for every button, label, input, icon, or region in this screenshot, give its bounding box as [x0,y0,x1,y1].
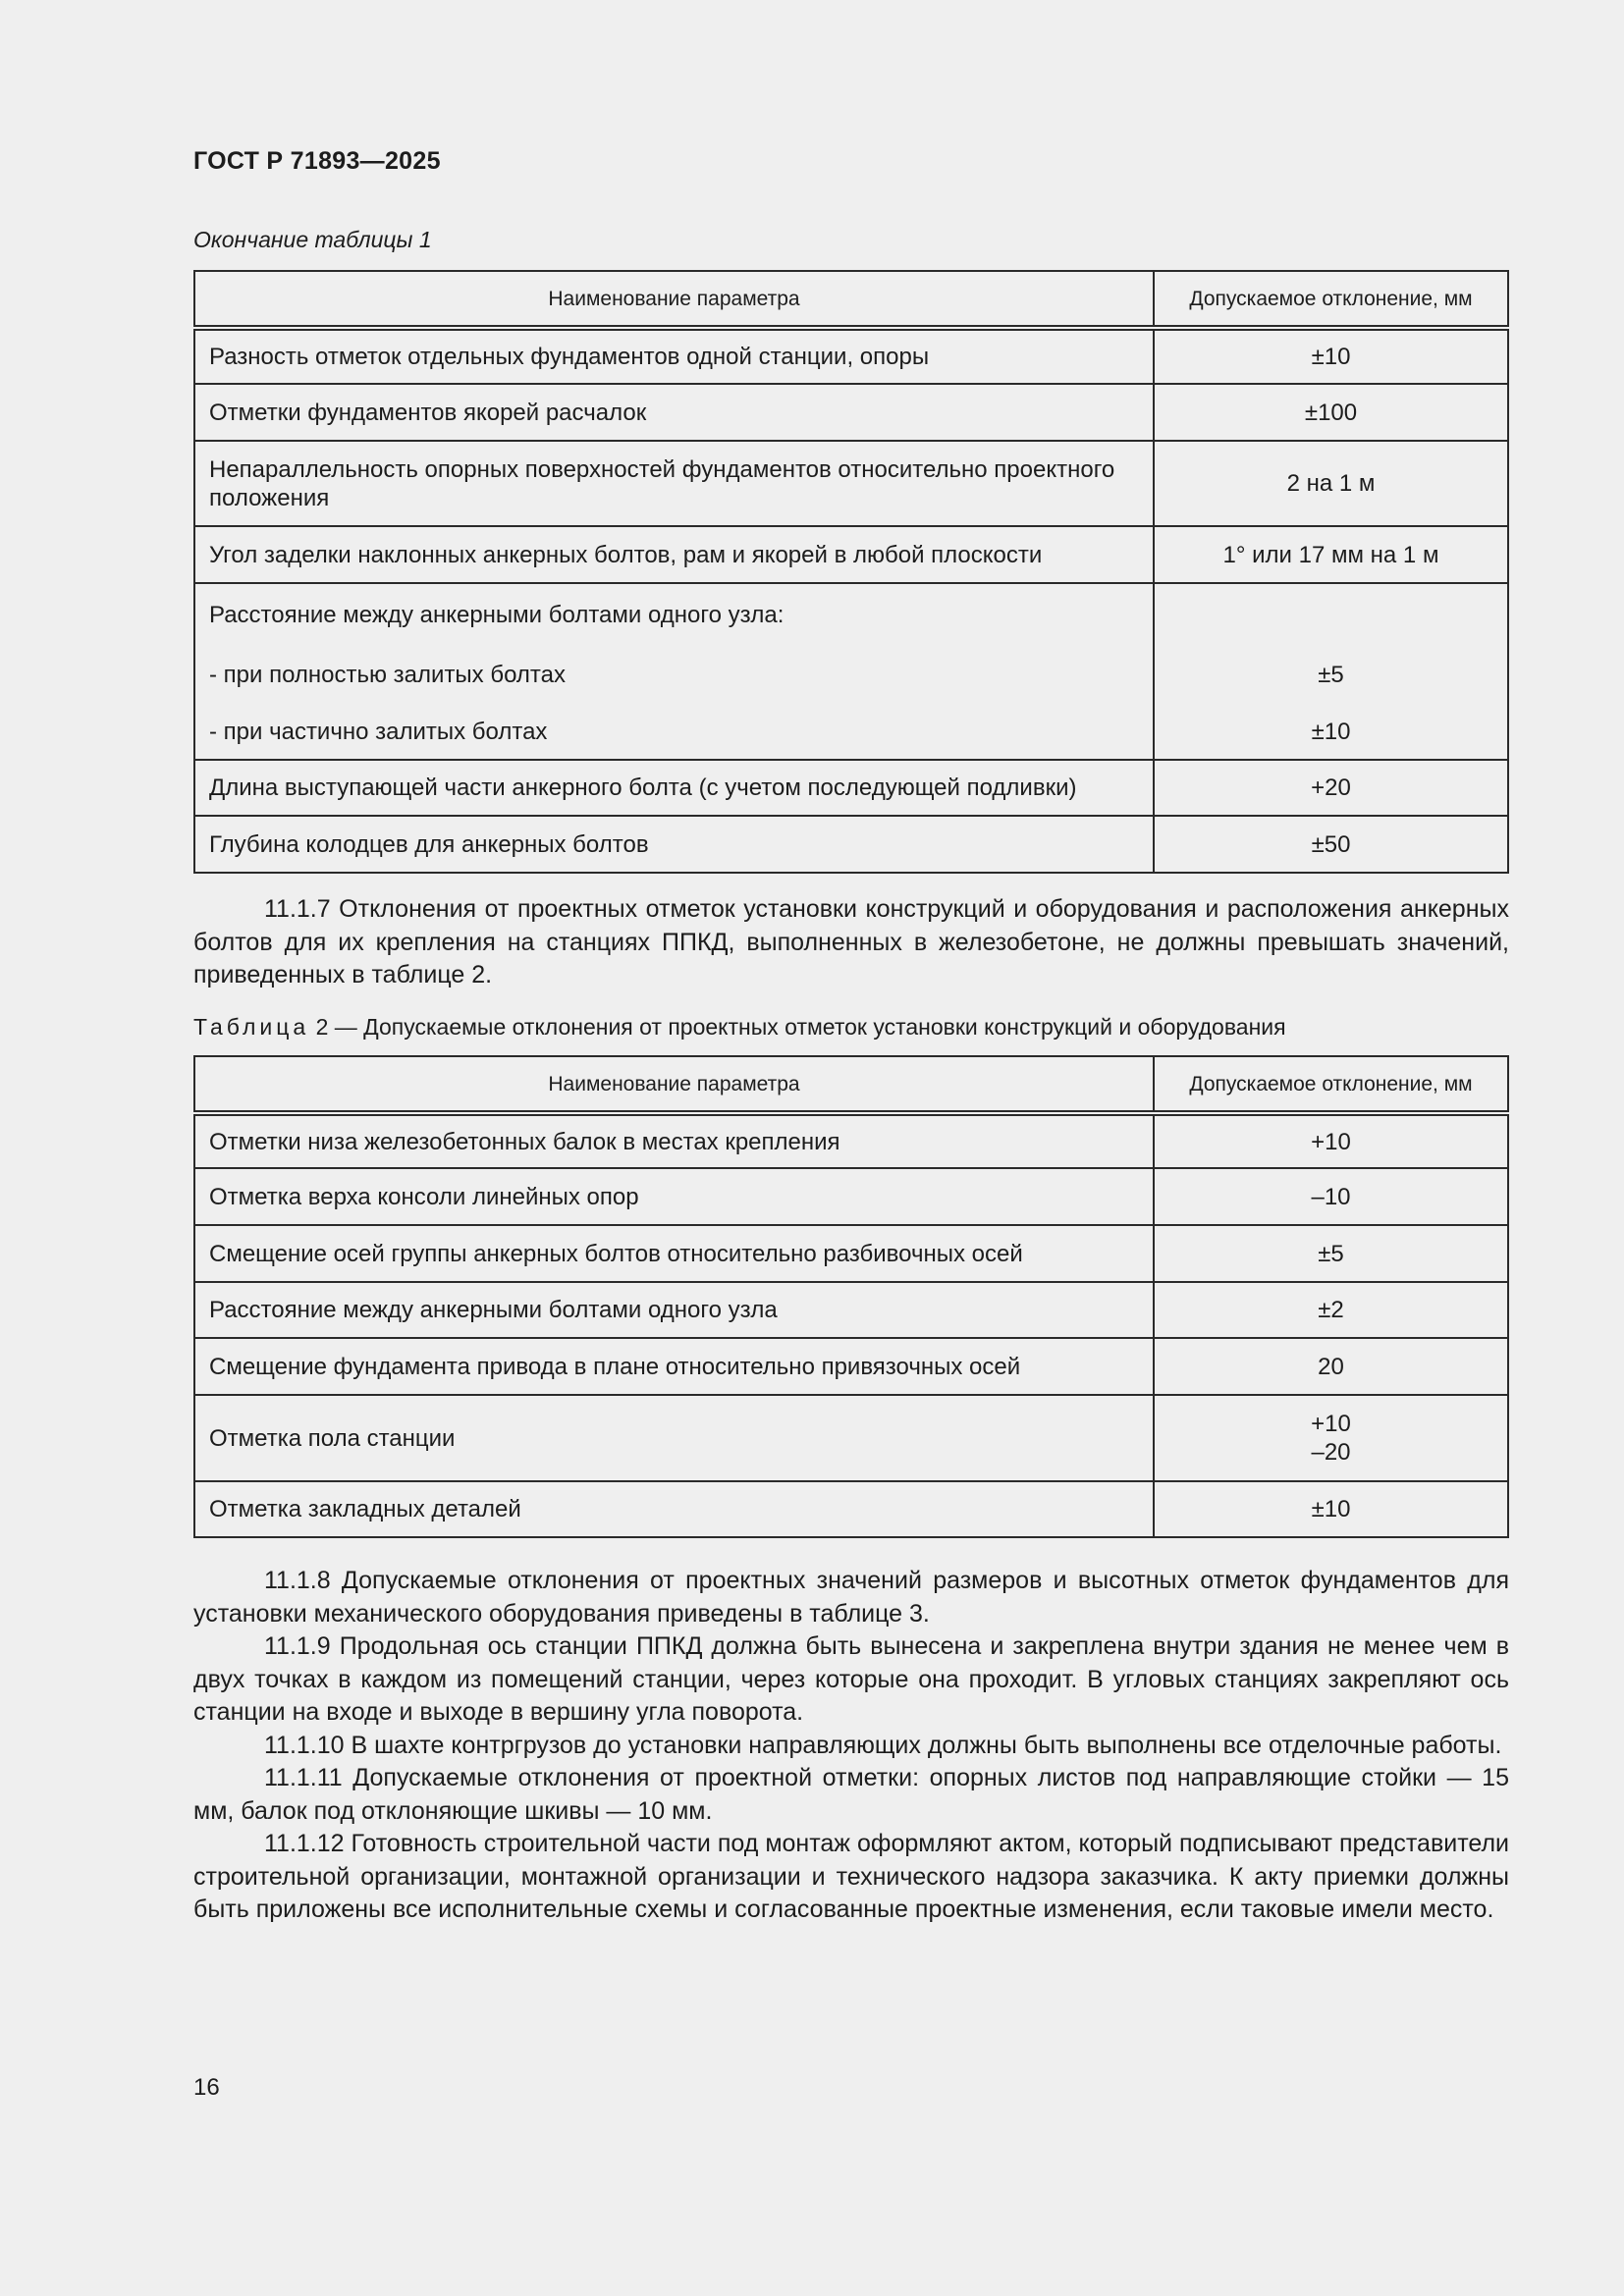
value-cell [1154,1395,1508,1481]
param-group-title: Расстояние между анкерными болтами одного узла: [209,602,785,628]
table-row [194,441,1508,526]
table2-col-param: Наименование параметра [194,1056,1154,1113]
table-row [194,760,1508,816]
param-cell: Отметка верха консоли линейных опор [194,1168,1154,1225]
table-row [194,384,1508,441]
page-number: 16 [193,2074,220,2101]
table2 [193,1055,1509,1538]
value-cell: +10 [1154,1113,1508,1168]
paragraph-11-1-11: 11.1.11 Допускаемые отклонения от проектной отметки: опорных листов под направляющие стойки — 15 мм, балок под отклоняющие шкивы — 10 мм. [193,1764,1509,1825]
value-line: +10 [1311,1411,1351,1437]
table1 [193,270,1509,874]
table1-col-param: Наименование параметра [194,271,1154,328]
param-cell: Разность отметок отдельных фундаментов одной станции, опоры [194,328,1154,384]
param-sub-item: - при полностью залитых болтах [209,647,1139,704]
paragraph-11-1-12: 11.1.12 Готовность строительной части под монтаж оформляют актом, который подписывают представители строительной организации, монтажной организации и технического надзора заказчика. К акту приемки должны быть приложены все исполнительные схемы и согласованные проектные изменения, если таковые имели место. [193,1830,1509,1923]
value-cell: ±10 [1154,1481,1508,1537]
param-cell [194,583,1154,760]
value-cell: 2 на 1 м [1154,441,1508,526]
table-row [194,1113,1508,1168]
param-cell: Смещение осей группы анкерных болтов относительно разбивочных осей [194,1225,1154,1282]
table2-caption-label: Таблица [193,1014,310,1040]
value-cell: ±10 [1154,328,1508,384]
table1-header-row [194,271,1508,328]
table1-col-deviation: Допускаемое отклонение, мм [1154,271,1508,328]
paragraphs-block [193,1565,1509,1927]
paragraph-11-1-7-block [193,893,1509,992]
value-cell: ±50 [1154,816,1508,873]
param-cell: Отметка закладных деталей [194,1481,1154,1537]
document-header: ГОСТ Р 71893—2025 [193,147,441,175]
table-row [194,1481,1508,1537]
table2-caption [193,1014,1286,1041]
value-sub: ±10 [1311,719,1351,745]
param-cell: Расстояние между анкерными болтами одного узла [194,1282,1154,1338]
value-spacer [1168,590,1493,647]
value-cell: –10 [1154,1168,1508,1225]
table-row [194,328,1508,384]
table1-continuation-caption: Окончание таблицы 1 [193,227,432,252]
paragraph-11-1-7: 11.1.7 Отклонения от проектных отметок установки конструкций и оборудования и расположения анкерных болтов для их крепления на станциях ППКД, выполненных в железобетоне, не должны превышать значений, приведенных в таблице 2. [193,895,1509,988]
value-sub: ±5 [1318,662,1344,688]
param-cell: Непараллельность опорных поверхностей фундаментов относительно проектного положения [194,441,1154,526]
param-cell: Отметка пола станции [194,1395,1154,1481]
value-cell: ±5 [1154,1225,1508,1282]
table2-col-deviation: Допускаемое отклонение, мм [1154,1056,1508,1113]
value-cell: 1° или 17 мм на 1 м [1154,526,1508,583]
paragraph-11-1-8: 11.1.8 Допускаемые отклонения от проектных значений размеров и высотных отметок фундаментов для установки механического оборудования приведены в таблице 3. [193,1567,1509,1628]
param-cell: Смещение фундамента привода в плане относительно привязочных осей [194,1338,1154,1395]
value-cell: ±2 [1154,1282,1508,1338]
param-cell: Отметки низа железобетонных балок в местах крепления [194,1113,1154,1168]
table-row [194,1395,1508,1481]
paragraph-11-1-9: 11.1.9 Продольная ось станции ППКД должна быть вынесена и закреплена внутри здания не менее чем в двух точках в каждом из помещений станции, через которые она проходит. В угловых станциях закрепляют ось станции на входе и выходе в вершину угла поворота. [193,1632,1509,1726]
table-row [194,1338,1508,1395]
value-cell [1154,583,1508,760]
value-cell: ±100 [1154,384,1508,441]
param-cell: Угол заделки наклонных анкерных болтов, рам и якорей в любой плоскости [194,526,1154,583]
table2-header-row [194,1056,1508,1113]
paragraph-11-1-10: 11.1.10 В шахте контргрузов до установки направляющих должны быть выполнены все отделочные работы. [264,1731,1502,1759]
param-cell: Глубина колодцев для анкерных болтов [194,816,1154,873]
param-cell: Длина выступающей части анкерного болта (с учетом последующей подливки) [194,760,1154,816]
value-cell: +20 [1154,760,1508,816]
table-row [194,583,1508,760]
table-row [194,1225,1508,1282]
table-row [194,526,1508,583]
table-row [194,1282,1508,1338]
value-cell: 20 [1154,1338,1508,1395]
param-sub-item: - при частично залитых болтах [209,704,1139,753]
table2-caption-text: 2 — Допускаемые отклонения от проектных отметок установки конструкций и оборудования [309,1014,1286,1040]
param-cell: Отметки фундаментов якорей расчалок [194,384,1154,441]
table-row [194,1168,1508,1225]
value-line: –20 [1311,1439,1351,1466]
table-row [194,816,1508,873]
